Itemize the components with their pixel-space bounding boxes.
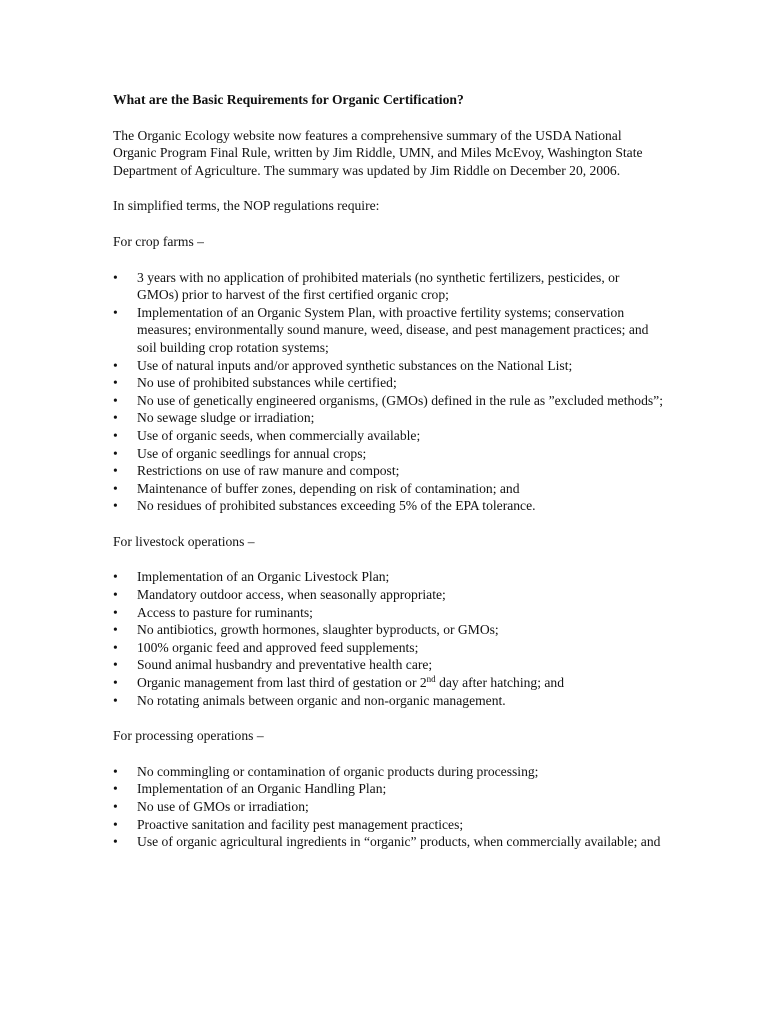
list-item <box>113 692 663 710</box>
bullet-icon: • <box>113 799 118 814</box>
list-item <box>113 656 663 674</box>
livestock-list <box>113 568 663 709</box>
list-item-text: 3 years with no application of prohibited materials (no synthetic fertilizers, pesticides, or GMOs) prior to harvest of the first certified organic crop; <box>137 269 620 303</box>
bullet-icon: • <box>113 639 118 655</box>
list-item <box>113 833 663 851</box>
intro-paragraph: The Organic Ecology website now features a comprehensive summary of the USDA National Organic Program Final Rule, written by Jim Riddle, UMN, and Miles McEvoy, Washington State Department of Agriculture. The summary was updated by Jim Riddle on December 20, 2006. <box>113 127 643 178</box>
list-item <box>113 780 663 798</box>
list-item-text: No antibiotics, growth hormones, slaughter byproducts, or GMOs; <box>137 622 499 638</box>
list-item <box>113 304 663 357</box>
list-item-text: Use of natural inputs and/or approved synthetic substances on the National List; <box>137 357 573 373</box>
list-item-text: Proactive sanitation and facility pest management practices; <box>137 816 464 832</box>
ordinal-suffix: nd <box>426 674 436 685</box>
list-item-text: No use of prohibited substances while certified; <box>137 375 397 391</box>
list-item <box>113 674 663 692</box>
bullet-icon: • <box>113 781 118 797</box>
list-item-text: Use of organic seedlings for annual crops; <box>137 445 367 461</box>
list-item <box>113 621 663 639</box>
crop-farms-heading: For crop farms – <box>113 233 204 249</box>
list-item <box>113 357 663 375</box>
bullet-icon: • <box>113 480 118 496</box>
livestock-heading: For livestock operations – <box>113 533 255 549</box>
list-item-text: No rotating animals between organic and non-organic management. <box>137 692 506 708</box>
list-item-text: No residues of prohibited substances exceeding 5% of the EPA tolerance. <box>137 498 536 514</box>
list-item <box>113 374 663 392</box>
bullet-icon: • <box>113 498 118 514</box>
list-item <box>113 586 663 604</box>
list-item-text: Use of organic agricultural ingredients in “organic” products, when commercially available; and <box>137 834 661 850</box>
list-item <box>113 269 663 304</box>
bullet-icon: • <box>113 357 118 373</box>
list-item-text: No use of GMOs or irradiation; <box>137 799 309 814</box>
list-item-text: No commingling or contamination of organic products during processing; <box>137 763 539 779</box>
processing-list <box>113 763 663 851</box>
list-item-text: No sewage sludge or irradiation; <box>137 410 315 426</box>
crop-farms-list <box>113 269 663 515</box>
bullet-icon: • <box>113 375 118 391</box>
bullet-icon: • <box>113 463 118 479</box>
list-item <box>113 409 663 427</box>
list-item-text: Maintenance of buffer zones, depending on risk of contamination; and <box>137 480 520 496</box>
list-item <box>113 816 663 834</box>
list-item-text: 100% organic feed and approved feed supplements; <box>137 639 419 655</box>
document-page <box>113 91 663 869</box>
bullet-icon: • <box>113 569 118 585</box>
document-title: What are the Basic Requirements for Organic Certification? <box>113 92 464 107</box>
list-item-text: Sound animal husbandry and preventative health care; <box>137 657 433 673</box>
bullet-icon: • <box>113 410 118 426</box>
list-item-text: Mandatory outdoor access, when seasonally appropriate; <box>137 587 446 603</box>
list-item-text: Use of organic seeds, when commercially available; <box>137 427 421 443</box>
bullet-icon: • <box>113 657 118 673</box>
list-item <box>113 427 663 445</box>
list-item-text: Implementation of an Organic Handling Plan; <box>137 781 387 797</box>
bullet-icon: • <box>113 834 118 850</box>
processing-heading: For processing operations – <box>113 728 264 744</box>
bullet-icon: • <box>113 587 118 603</box>
bullet-icon: • <box>113 269 118 285</box>
list-item <box>113 568 663 586</box>
list-item-text: No use of genetically engineered organisms, (GMOs) defined in the rule as ”excluded methods”; <box>137 392 663 408</box>
bullet-icon: • <box>113 604 118 620</box>
requirements-intro: In simplified terms, the NOP regulations require: <box>113 198 380 214</box>
bullet-icon: • <box>113 622 118 638</box>
list-item-text: Implementation of an Organic Livestock Plan; <box>137 569 390 585</box>
list-item <box>113 798 663 816</box>
list-item <box>113 480 663 498</box>
bullet-icon: • <box>113 692 118 708</box>
list-item-text: Implementation of an Organic System Plan, with proactive fertility systems; conservation measures; environmentally sound manure, weed, disease, and pest management practices; and soil building crop rotation systems; <box>137 304 649 355</box>
list-item-text: Access to pasture for ruminants; <box>137 604 313 620</box>
bullet-icon: • <box>113 445 118 461</box>
list-item <box>113 604 663 622</box>
list-item <box>113 462 663 480</box>
bullet-icon: • <box>113 392 118 408</box>
bullet-icon: • <box>113 304 118 320</box>
bullet-icon: • <box>113 675 118 691</box>
bullet-icon: • <box>113 763 118 779</box>
bullet-icon: • <box>113 427 118 443</box>
list-item-text: Restrictions on use of raw manure and compost; <box>137 463 400 479</box>
bullet-icon: • <box>113 816 118 832</box>
list-item-text: Organic management from last third of gestation or 2nd day after hatching; and <box>137 674 565 691</box>
list-item <box>113 392 663 410</box>
list-item <box>113 763 663 781</box>
list-item <box>113 445 663 463</box>
list-item <box>113 497 663 515</box>
list-item <box>113 639 663 657</box>
